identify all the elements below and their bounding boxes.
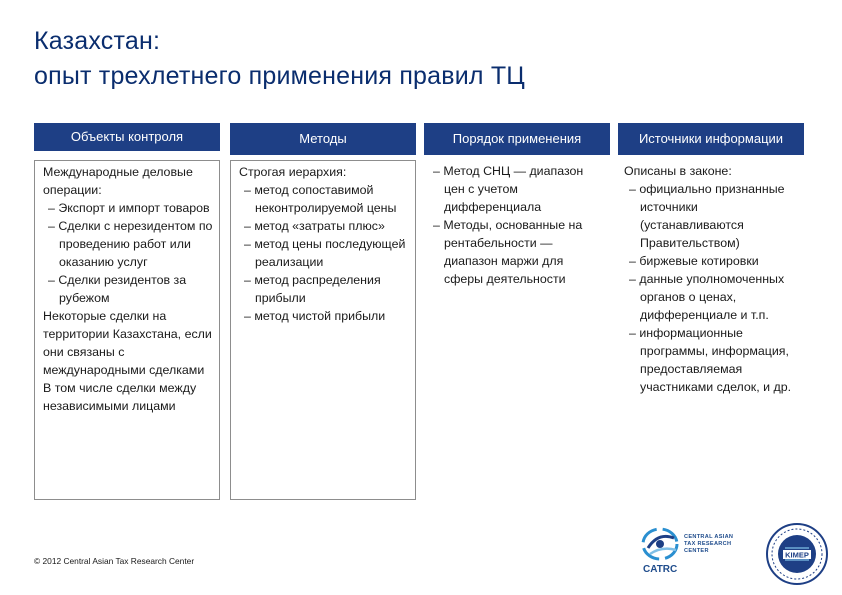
- list-item: Описаны в законе:: [624, 164, 732, 178]
- list-item: – официально признанные источники (устанавливаются Правительством): [629, 182, 785, 250]
- column-header-control-objects: [34, 123, 220, 151]
- list-item: Некоторые сделки на территории Казахстана, если они связаны с международными сделками: [43, 309, 212, 377]
- list-item: – Сделки резидентов за рубежом: [48, 273, 187, 305]
- slide-title: [34, 24, 794, 94]
- list-item: – данные уполномоченных органов о ценах, дифференциале и т.п.: [629, 272, 785, 322]
- catrc-emblem-icon: [640, 526, 684, 566]
- list-item: – метод чистой прибыли: [244, 309, 386, 323]
- list-item: – Методы, основанные на рентабельности — диапазон маржи для сферы деятельности: [433, 218, 583, 286]
- column-body-application-order: [424, 160, 610, 288]
- slide-title-line-1: Казахстан:: [34, 27, 161, 55]
- catrc-logo-text: [684, 534, 752, 555]
- list-item: – Метод СНЦ — диапазон цен с учетом дифференциала: [433, 164, 584, 214]
- list-item: – метод сопоставимой неконтролируемой цены: [244, 183, 397, 215]
- slide-title-line-2: опыт трехлетнего применения правил ТЦ: [34, 62, 526, 90]
- kimep-seal-logo: [765, 522, 829, 586]
- list-item: – метод распределения прибыли: [244, 273, 381, 305]
- catrc-logo: [640, 526, 752, 578]
- catrc-logo-line-1: CENTRAL ASIAN: [684, 534, 734, 540]
- catrc-abbreviation: CATRC: [643, 564, 678, 575]
- column-header-label: Методы: [299, 131, 347, 146]
- column-header-information-sources: [618, 123, 804, 155]
- list-item: Международные деловые операции:: [43, 165, 193, 197]
- column-header-methods: [230, 123, 416, 155]
- column-body-methods: [230, 160, 416, 500]
- column-header-label: Источники информации: [638, 131, 784, 146]
- list-item: – Экспорт и импорт товаров: [48, 201, 210, 215]
- list-item: – Сделки с нерезидентом по проведению работ или оказанию услуг: [48, 219, 213, 269]
- column-header-label: Порядок применения: [452, 131, 582, 146]
- column-header-application-order: [424, 123, 610, 155]
- seal-text: KIMEP: [785, 550, 809, 560]
- catrc-logo-line-2: TAX RESEARCH CENTER: [684, 541, 732, 554]
- copyright-footer: © 2012 Central Asian Tax Research Center: [34, 556, 195, 566]
- list-item: – информационные программы, информация, предоставляемая участниками сделок, и др.: [629, 326, 792, 394]
- column-body-information-sources: [618, 160, 804, 396]
- list-item: В том числе сделки между независимыми лицами: [43, 381, 197, 413]
- seal-emblem-icon: [765, 522, 829, 586]
- list-item: – биржевые котировки: [629, 254, 759, 268]
- column-header-label: Объекты контроля: [70, 129, 184, 144]
- column-body-control-objects: [34, 160, 220, 500]
- list-item: Строгая иерархия:: [239, 165, 347, 179]
- list-item: – метод «затраты плюс»: [244, 219, 385, 233]
- list-item: – метод цены последующей реализации: [244, 237, 406, 269]
